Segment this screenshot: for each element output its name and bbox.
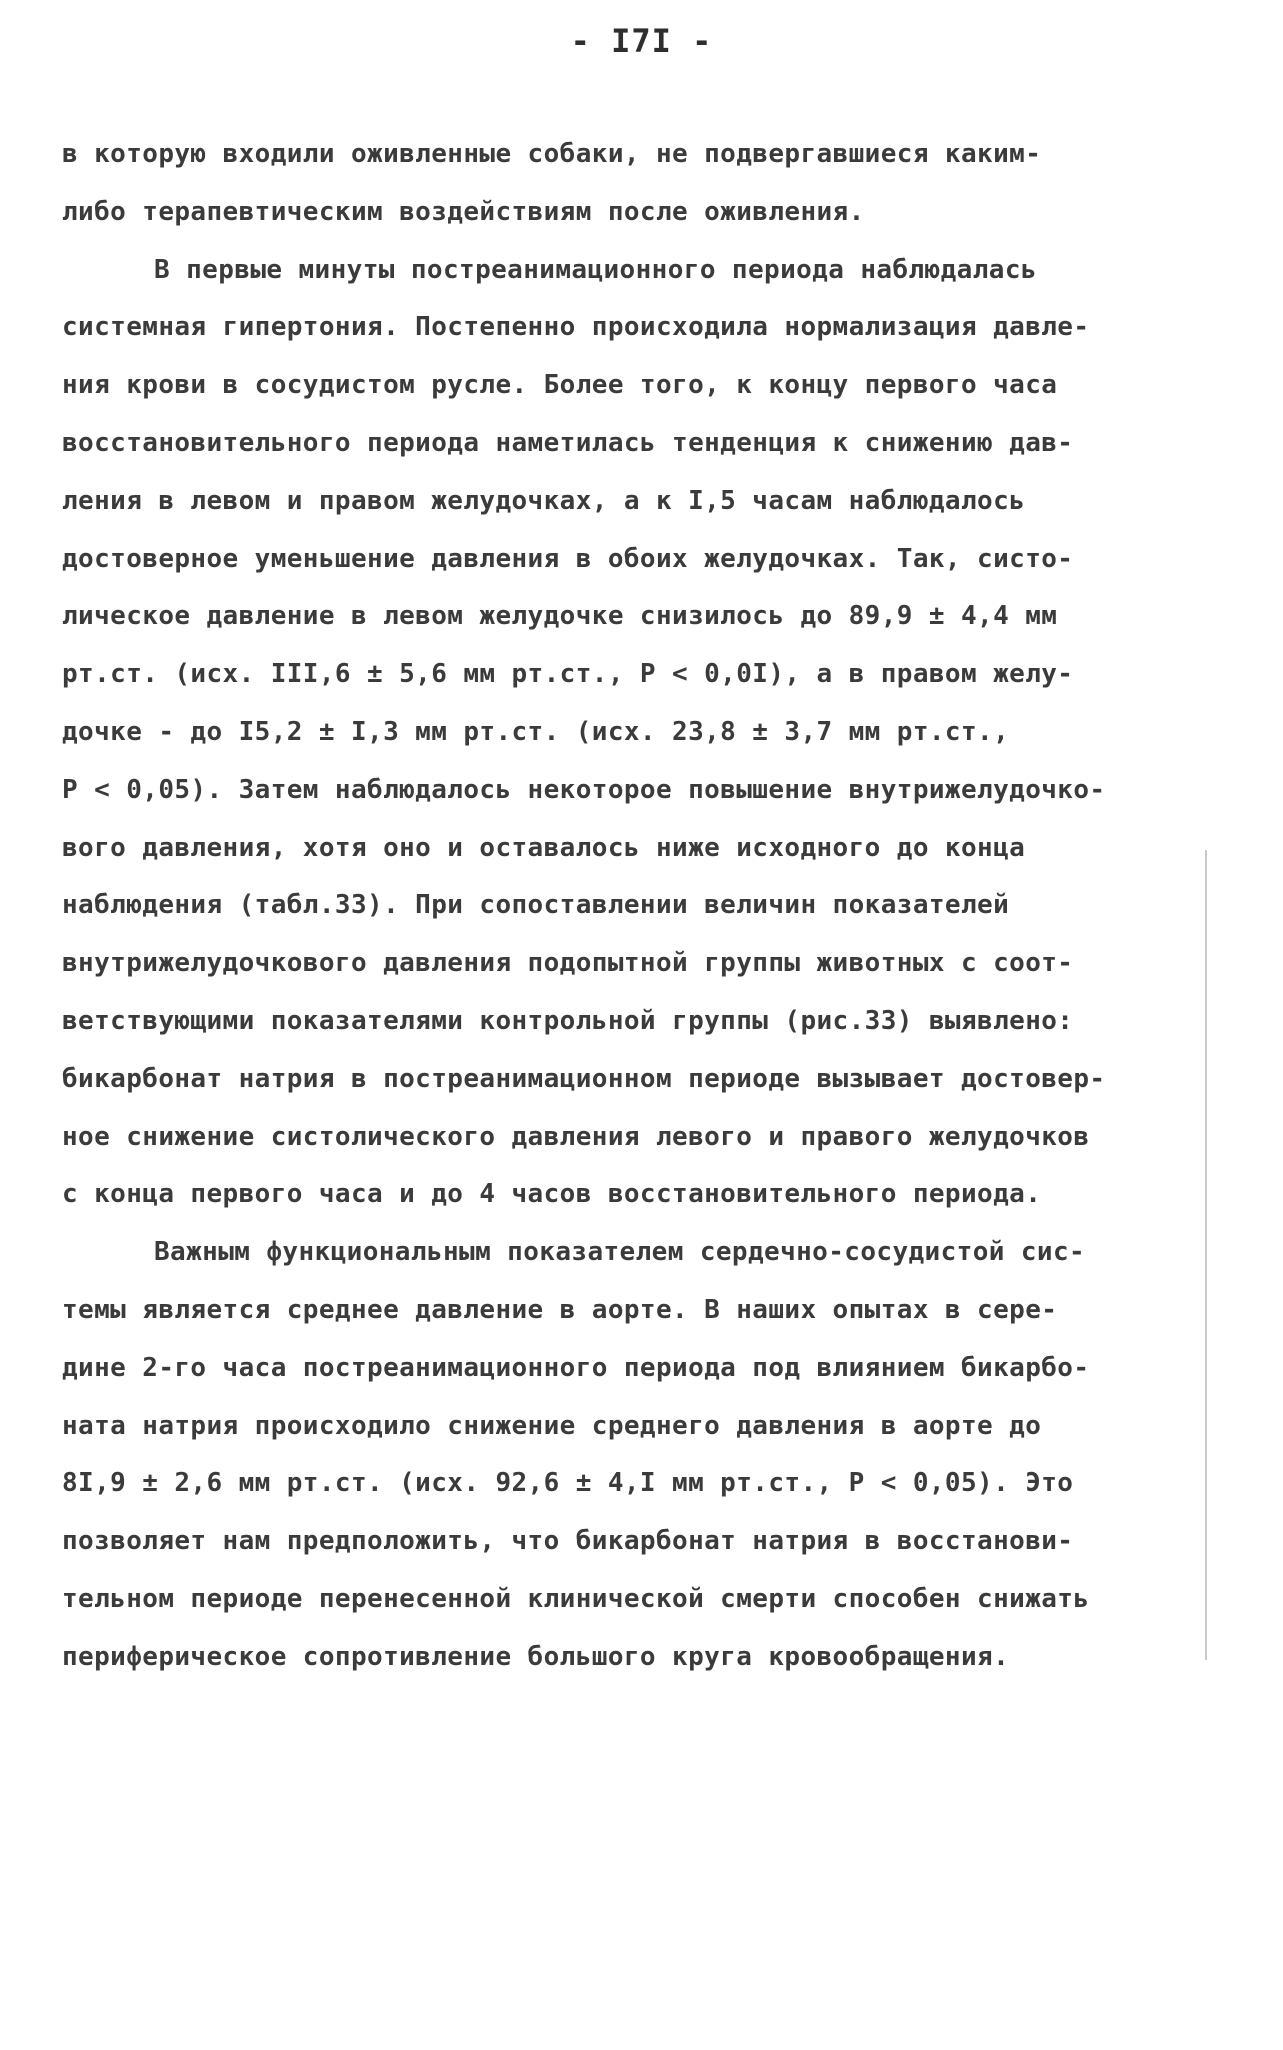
text-line: с конца первого часа и до 4 часов восстановительного периода. (62, 1179, 1042, 1210)
text-line: бикарбонат натрия в постреанимационном периоде вызывает достовер- (62, 1063, 1106, 1094)
text-line: ное снижение систолического давления левого и правого желудочков (62, 1121, 1090, 1152)
text-line: позволяет нам предположить, что бикарбонат натрия в восстанови- (62, 1526, 1074, 1557)
text-line: восстановительного периода наметилась тенденция к снижению дав- (62, 427, 1074, 458)
text-line: темы является среднее давление в аорте. В наших опытах в сере- (62, 1294, 1058, 1325)
text-line: Р < 0,05). Затем наблюдалось некоторое повышение внутрижелудочко- (62, 774, 1106, 805)
text-line: дочке - до I5,2 ± I,3 мм рт.ст. (исх. 23,8 ± 3,7 мм рт.ст., (62, 716, 1010, 747)
text-line: наблюдения (табл.33). При сопоставлении величин показателей (62, 890, 1010, 921)
text-line: системная гипертония. Постепенно происходила нормализация давле- (62, 312, 1090, 343)
text-line: либо терапевтическим воздействиям после оживления. (62, 196, 865, 227)
text-line: в которую входили оживленные собаки, не подвергавшиеся каким- (62, 139, 1042, 169)
text-line: ната натрия происходило снижение среднего давления в аорте до (62, 1410, 1042, 1441)
text-line: ния крови в сосудистом русле. Более того, к концу первого часа (62, 370, 1058, 401)
text-line: 8I,9 ± 2,6 мм рт.ст. (исх. 92,6 ± 4,I мм рт.ст., Р < 0,05). Это (62, 1468, 1074, 1499)
text-line: достоверное уменьшение давления в обоих желудочках. Так, систо- (62, 543, 1074, 574)
text-line: ветствующими показателями контрольной группы (рис.33) выявлено: (62, 1005, 1074, 1036)
paragraph-start-line: Важным функциональным показателем сердечно-сосудистой сис- (154, 1237, 1086, 1268)
paragraph-start-line: В первые минуты постреанимационного периода наблюдалась (154, 254, 1037, 285)
scan-edge-line (1205, 850, 1207, 1660)
text-line: внутрижелудочкового давления подопытной группы животных с соот- (62, 948, 1074, 979)
body-text (62, 126, 1192, 1687)
text-line: дине 2-го часа постреанимационного периода под влиянием бикарбо- (62, 1352, 1090, 1383)
text-line: вого давления, хотя оно и оставалось ниже исходного до конца (62, 832, 1026, 863)
text-line: рт.ст. (исх. III,6 ± 5,6 мм рт.ст., Р < 0,0I), а в правом желу- (62, 659, 1074, 690)
text-line: ления в левом и правом желудочках, а к I,5 часам наблюдалось (62, 485, 1026, 516)
text-line: тельном периоде перенесенной клинической смерти способен снижать (62, 1583, 1090, 1614)
text-line: лическое давление в левом желудочке снизилось до 89,9 ± 4,4 мм (62, 601, 1058, 632)
page-number: - I7I - (570, 22, 713, 60)
text-line: периферическое сопротивление большого круга кровообращения. (62, 1641, 1010, 1672)
